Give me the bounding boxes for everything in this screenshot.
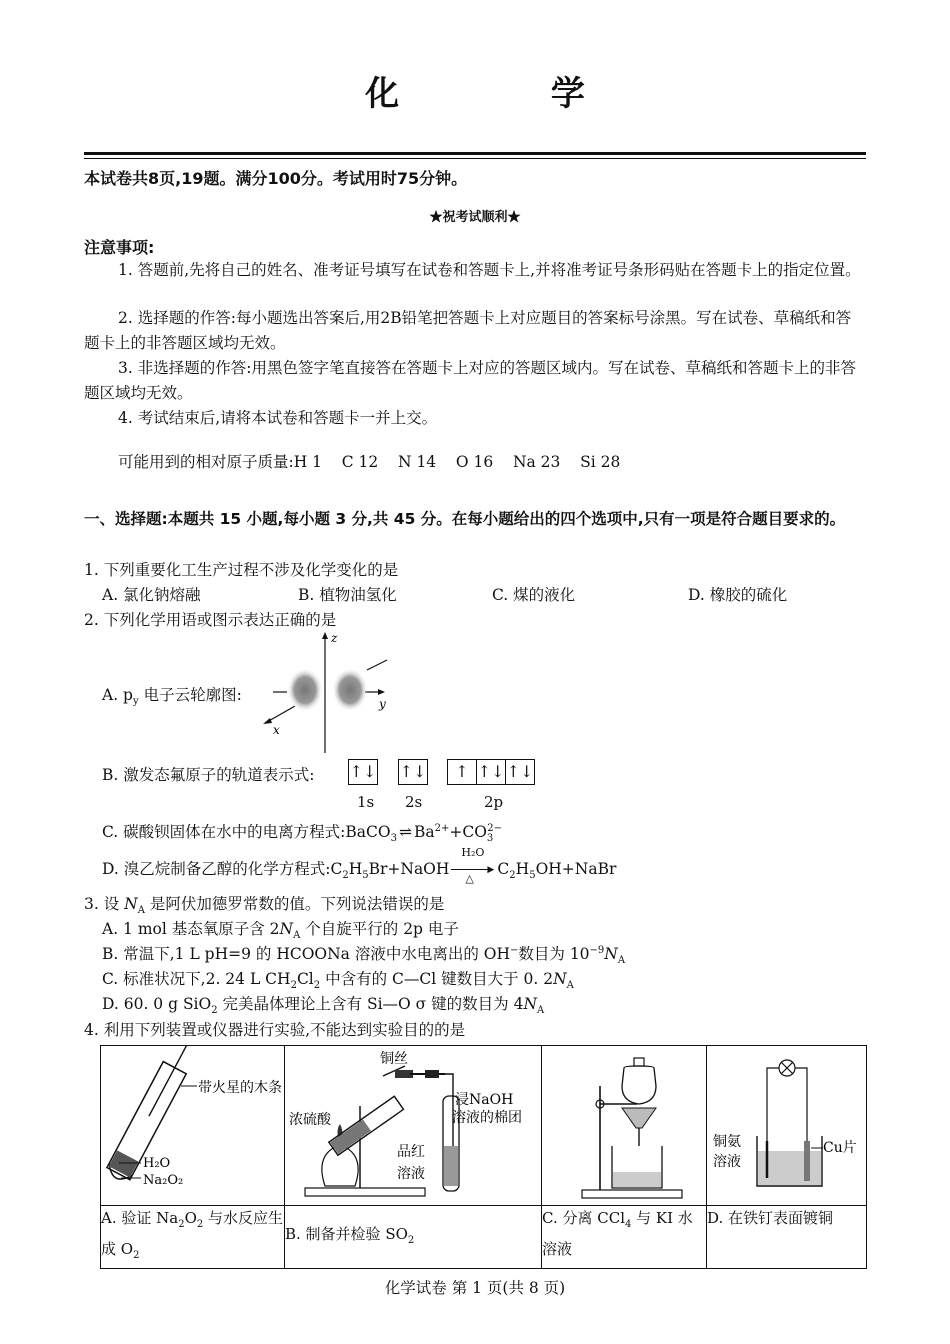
notice-item-1: 1. 答题前,先将自己的姓名、准考证号填写在试卷和答题卡上,并将准考证号条形码贴在答题卡上的指定位置。 <box>118 261 861 279</box>
q4-caption-c: C. 分离 CCl$_4$ 与 KI 水溶液 <box>542 1206 707 1269</box>
q3-option-d: D. 60. 0 g SiO$_2$ 完美晶体理论上含有 Si—O σ 键的数目为 $4N_A$ <box>102 995 545 1017</box>
q2-option-c: C. 碳酸钡固体在水中的电离方程式:BaCO$_3$ ⇌ $Ba^{2+}+CO_3^{2-}$ <box>102 822 503 845</box>
q1-option-a: A. 氯化钠熔融 <box>102 586 201 604</box>
label-2s: 2s <box>405 793 423 811</box>
label-naoh-cotton-1: 浸NaOH <box>455 1092 514 1108</box>
py-lobe-left <box>287 668 323 712</box>
label-copper-wire: 铜丝 <box>380 1051 408 1067</box>
label-fuchsine-2: 溶液 <box>397 1166 425 1182</box>
q2-stem: 2. 下列化学用语或图示表达正确的是 <box>84 611 337 629</box>
page-footer: 化学试卷 第 1 页(共 8 页) <box>384 1279 566 1297</box>
notice-item-4: 4. 考试结束后,请将本试卷和答题卡一并上交。 <box>118 409 438 427</box>
reaction-arrow: H₂O ▶ △ <box>451 862 495 878</box>
q4-figure-c <box>542 1046 707 1206</box>
py-lobe-right <box>332 668 368 712</box>
q4-caption-a: A. 验证 $Na_2O_2$ 与水反应生成 $O_2$ <box>101 1206 285 1269</box>
q4-stem: 4. 利用下列装置或仪器进行实验,不能达到实验目的的是 <box>84 1021 466 1039</box>
q4-caption-d: D. 在铁钉表面镀铜 <box>707 1206 867 1269</box>
q4-apparatus-table <box>100 1045 867 1269</box>
test-tube-apparatus <box>101 1046 284 1201</box>
q4-figure-b <box>285 1046 542 1206</box>
label-fuchsine-1: 品红 <box>397 1144 425 1160</box>
q3-option-b: B. 常温下,1 L pH=9 的 HCOONa 溶液中水电离出的 OH−数目为 $10^{-9}N_A$ <box>102 944 626 967</box>
header-rule-thin <box>84 158 866 159</box>
q3-option-a: A. 1 mol 基态氧原子含 $2N_A$ 个自旋平行的 2p 电子 <box>102 920 459 942</box>
q1-option-d: D. 橡胶的硫化 <box>688 586 788 604</box>
notice-item-3: 3. 非选择题的作答:用黑色签字笔直接答在答题卡上对应的答题区域内。写在试卷、草稿纸和答题卡上的非答题区域均无效。 <box>84 359 856 402</box>
orbital-box-2p <box>448 759 535 785</box>
label-na2o2: Na₂O₂ <box>143 1173 184 1188</box>
label-glowing-splint: 带火星的木条 <box>198 1080 282 1096</box>
good-luck-banner: ★祝考试顺利★ <box>429 210 521 225</box>
orbital-1s: ↑↓ <box>348 759 378 785</box>
orbital-2p-2: ↑↓ <box>476 759 506 785</box>
py-orbital-diagram <box>255 630 405 755</box>
q1-option-b: B. 植物油氢化 <box>298 586 397 604</box>
label-h2o: H₂O <box>143 1156 171 1171</box>
label-1s: 1s <box>357 793 375 811</box>
orbital-box-2s <box>399 759 428 785</box>
atomic-masses: 可能用到的相对原子质量:H 1 C 12 N 14 O 16 Na 23 Si 28 <box>118 453 621 471</box>
q2-option-b: B. 激发态氟原子的轨道表示式: <box>102 766 315 784</box>
exam-info: 本试卷共8页,19题。满分100分。考试用时75分钟。 <box>84 169 468 188</box>
q2-option-d: D. 溴乙烷制备乙醇的化学方程式$:C_2H_5Br+NaOH$ H₂O ▶ △ $C_2H_5OH+NaBr$ <box>102 846 617 885</box>
q3-stem: 3. 设 $N_A$ 是阿伏加德罗常数的值。下列说法错误的是 <box>84 895 445 917</box>
q4-figure-a <box>101 1046 285 1206</box>
label-cu-plate: Cu片 <box>823 1140 857 1156</box>
orbital-box-1s <box>349 759 378 785</box>
label-2p: 2p <box>484 793 504 811</box>
orbital-2s: ↑↓ <box>398 759 428 785</box>
q1-stem: 1. 下列重要化工生产过程不涉及化学变化的是 <box>84 561 399 579</box>
electroplating-apparatus <box>707 1046 866 1201</box>
orbital-2p-1: ↑ <box>447 759 477 785</box>
notice-item-2: 2. 选择题的作答:每小题选出答案后,用2B铅笔把答题卡上对应题目的答案标号涂黑。写在试卷、草稿纸和答题卡上的非答题区域均无效。 <box>84 309 852 352</box>
label-cuammine-1: 铜氨 <box>713 1134 741 1150</box>
exam-title: 化 学 <box>365 74 655 114</box>
axis-x-label: x <box>273 723 280 737</box>
axis-z-label: z <box>331 631 338 645</box>
label-conc-h2so4: 浓硫酸 <box>289 1112 331 1128</box>
section-1-heading: 一、选择题:本题共 15 小题,每小题 3 分,共 45 分。在每小题给出的四个选项中,只有一项是符合题目要求的。 <box>84 510 846 528</box>
label-naoh-cotton-2: 溶液的棉团 <box>452 1110 522 1126</box>
header-rule-thick <box>84 152 866 155</box>
q4-caption-b: B. 制备并检验 $SO_2$ <box>285 1206 542 1269</box>
so2-apparatus <box>285 1046 541 1201</box>
notice-heading: 注意事项: <box>84 238 155 257</box>
q2-option-a: A. $p_y$ 电子云轮廓图: <box>102 686 242 708</box>
separatory-funnel-apparatus <box>542 1046 706 1201</box>
q4-figure-d <box>707 1046 867 1206</box>
q3-option-c: C. 标准状况下,2. 24 L $CH_2Cl_2$ 中含有的 C—Cl 键数目大于 0. $2N_A$ <box>102 970 574 992</box>
axis-y-label: y <box>379 697 386 711</box>
label-cuammine-2: 溶液 <box>713 1154 741 1170</box>
q1-option-c: C. 煤的液化 <box>492 586 576 604</box>
orbital-2p-3: ↑↓ <box>505 759 535 785</box>
